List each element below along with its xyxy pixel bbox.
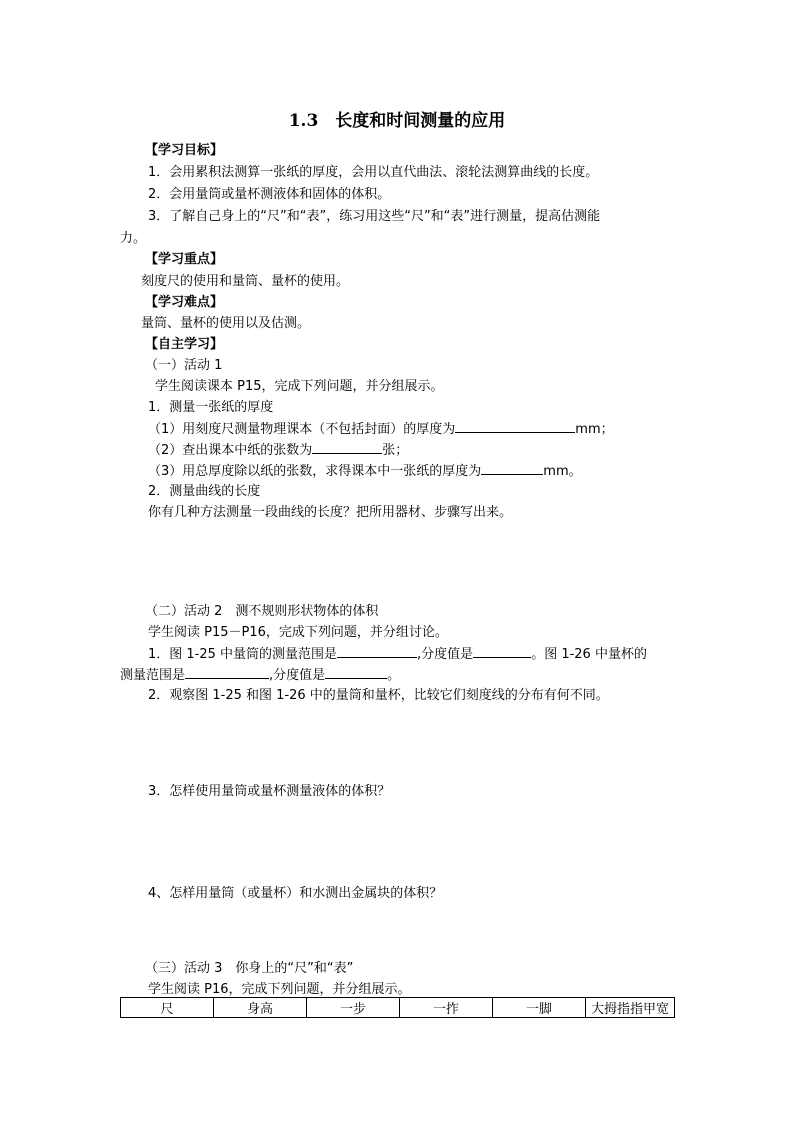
activity1-q1-1-text: （1）用刻度尺测量物理课本（不包括封面）的厚度为	[148, 422, 456, 437]
activity2-q1-division: ,分度值是	[417, 647, 474, 662]
difficulty-heading: 【学习难点】	[145, 295, 224, 310]
goal-item-3: 3．了解自己身上的“尺”和“表”，练习用这些“尺”和“表”进行测量，提高估测能	[148, 209, 601, 224]
table-header-cell: 一拃	[400, 998, 493, 1018]
activity1-q2-text: 你有几种方法测量一段曲线的长度？把所用器材、步骤写出来。	[148, 505, 513, 520]
goal-item-1: 1．会用累积法测算一张纸的厚度，会用以直代曲法、滚轮法测算曲线的长度。	[148, 165, 599, 180]
activity2-q1-end: 。	[387, 668, 401, 683]
difficulty-text: 量筒、量杯的使用以及估测。	[141, 316, 311, 331]
activity2-heading: （二）活动 2 测不规则形状物体的体积	[145, 604, 379, 619]
activity2-q1-cup-range: 测量范围是	[120, 668, 186, 683]
key-text: 刻度尺的使用和量筒、量杯的使用。	[141, 274, 350, 289]
activity1-q1-2	[148, 441, 408, 460]
cylinder-range-blank[interactable]	[337, 645, 417, 658]
activity1-q1-3	[148, 462, 582, 481]
activity3-intro: 学生阅读 P16，完成下列问题，并分组展示。	[148, 982, 411, 997]
activity2-q4: 4、怎样用量筒（或量杯）和水测出金属块的体积？	[148, 886, 443, 901]
cylinder-division-blank[interactable]	[473, 645, 531, 658]
activity2-q3: 3．怎样使用量筒或量杯测量液体的体积？	[148, 784, 391, 799]
table-row	[121, 998, 675, 1018]
key-heading: 【学习重点】	[145, 252, 224, 267]
unit-mm: mm；	[575, 422, 614, 437]
table-header-cell: 大拇指指甲宽	[586, 998, 675, 1018]
activity1-q2: 2．测量曲线的长度	[148, 484, 261, 499]
activity3-heading: （三）活动 3 你身上的“尺”和“表”	[145, 961, 354, 976]
activity1-q1-1	[148, 420, 614, 439]
activity2-intro: 学生阅读 P15－P16，完成下列问题，并分组讨论。	[148, 625, 448, 640]
unit-mm-2: mm。	[543, 464, 582, 479]
table-header-cell: 一脚	[493, 998, 586, 1018]
table-header-cell: 一步	[307, 998, 400, 1018]
self-study-heading: 【自主学习】	[145, 337, 224, 352]
activity1-q1-2-text: （2）查出课本中纸的张数为	[148, 443, 313, 458]
table-header-cell: 身高	[214, 998, 307, 1018]
activity1-q1-3-text: （3）用总厚度除以纸的张数，求得课本中一张纸的厚度为	[148, 464, 482, 479]
activity2-q2: 2．观察图 1-25 和图 1-26 中的量筒和量杯，比较它们刻度线的分布有何不同。	[148, 688, 609, 703]
sheet-thickness-blank[interactable]	[481, 462, 543, 475]
activity2-q1-text: 1．图 1-25 中量筒的测量范围是	[148, 647, 338, 662]
activity2-q1-cup: 。图 1-26 中量杯的	[531, 647, 647, 662]
goal-item-2: 2．会用量筒或量杯测液体和固体的体积。	[148, 187, 391, 202]
activity2-q1	[148, 645, 647, 664]
unit-sheets: 张；	[382, 443, 409, 458]
page-title: 1.3 长度和时间测量的应用	[288, 111, 506, 131]
activity1-q1: 1．测量一张纸的厚度	[148, 400, 274, 415]
sheet-count-blank[interactable]	[312, 441, 382, 454]
activity1-intro: 学生阅读课本 P15，完成下列问题，并分组展示。	[155, 379, 444, 394]
cup-range-blank[interactable]	[185, 666, 269, 679]
body-measure-table	[120, 997, 675, 1018]
goal-item-3-continued: 力。	[120, 231, 147, 246]
table-header-cell: 尺	[121, 998, 214, 1018]
goals-heading: 【学习目标】	[145, 143, 224, 158]
cup-division-blank[interactable]	[325, 666, 387, 679]
activity2-q1-cup-division: ,分度值是	[269, 668, 326, 683]
activity2-q1-cont	[120, 666, 400, 685]
activity1-heading: （一）活动 1	[145, 358, 223, 373]
thickness-blank[interactable]	[455, 420, 575, 433]
